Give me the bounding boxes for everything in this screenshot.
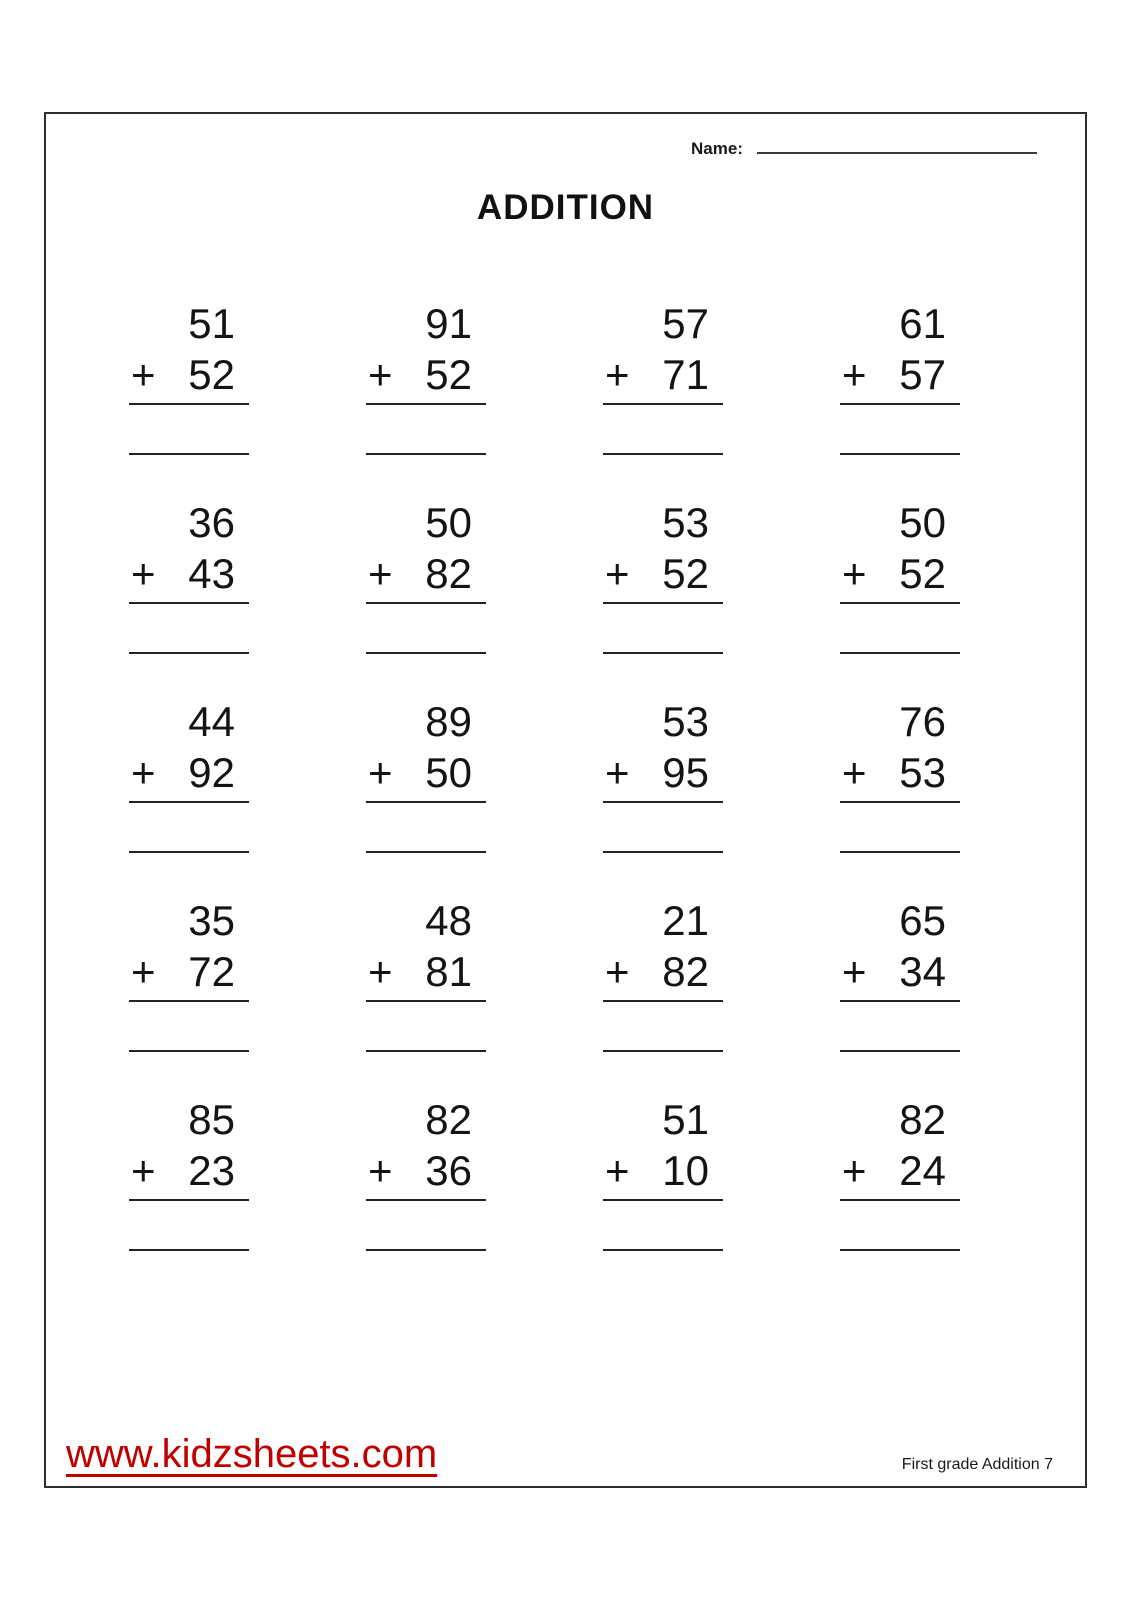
addition-problem-15: [603, 896, 723, 1052]
bottom-addend-row: [840, 946, 960, 1002]
bottom-addend-row: [603, 747, 723, 803]
bottom-addend-row: [366, 349, 486, 405]
answer-line: [603, 652, 723, 654]
bottom-addend: 50: [425, 749, 472, 796]
addition-problem-6: [366, 498, 486, 654]
answer-line: [366, 652, 486, 654]
bottom-addend: 72: [188, 948, 235, 995]
addition-problem-8: [840, 498, 960, 654]
bottom-addend: 52: [425, 351, 472, 398]
answer-line: [366, 1050, 486, 1052]
top-addend: 82: [899, 1096, 946, 1143]
problems-grid: [46, 299, 1085, 1251]
plus-operator: +: [131, 550, 156, 597]
bottom-addend: 92: [188, 749, 235, 796]
bottom-addend: 52: [188, 351, 235, 398]
addition-problem-2: [366, 299, 486, 455]
top-addend: 50: [425, 499, 472, 546]
top-addend: 91: [425, 300, 472, 347]
answer-line: [366, 453, 486, 455]
bottom-addend-row: [840, 349, 960, 405]
plus-operator: +: [131, 1147, 156, 1194]
addition-problem-10: [366, 697, 486, 853]
answer-line: [603, 1050, 723, 1052]
addition-problem-4: [840, 299, 960, 455]
answer-line: [840, 851, 960, 853]
top-addend: 44: [188, 698, 235, 745]
name-row: [46, 114, 1085, 161]
top-addend: 53: [662, 698, 709, 745]
bottom-addend: 57: [899, 351, 946, 398]
bottom-addend: 53: [899, 749, 946, 796]
bottom-addend-row: [603, 548, 723, 604]
bottom-addend-row: [840, 1145, 960, 1201]
plus-operator: +: [368, 1147, 393, 1194]
top-addend: 57: [662, 300, 709, 347]
answer-line: [129, 652, 249, 654]
plus-operator: +: [842, 948, 867, 995]
bottom-addend: 52: [899, 550, 946, 597]
plus-operator: +: [842, 550, 867, 597]
name-label: Name:: [691, 139, 743, 158]
bottom-addend: 24: [899, 1147, 946, 1194]
plus-operator: +: [842, 1147, 867, 1194]
answer-line: [129, 851, 249, 853]
plus-operator: +: [368, 550, 393, 597]
top-addend: 76: [899, 698, 946, 745]
top-addend: 51: [188, 300, 235, 347]
top-addend: 48: [425, 897, 472, 944]
addition-problem-11: [603, 697, 723, 853]
addition-problem-3: [603, 299, 723, 455]
name-fill-line: [757, 134, 1037, 154]
addition-problem-9: [129, 697, 249, 853]
bottom-addend: 95: [662, 749, 709, 796]
answer-line: [129, 453, 249, 455]
addition-problem-19: [603, 1095, 723, 1251]
top-addend: 36: [188, 499, 235, 546]
page-title: ADDITION: [476, 188, 655, 227]
addition-problem-20: [840, 1095, 960, 1251]
top-addend: 89: [425, 698, 472, 745]
top-addend: 50: [899, 499, 946, 546]
addition-problem-5: [129, 498, 249, 654]
answer-line: [603, 453, 723, 455]
answer-line: [840, 652, 960, 654]
answer-line: [603, 1249, 723, 1251]
addition-problem-1: [129, 299, 249, 455]
plus-operator: +: [605, 550, 630, 597]
answer-line: [366, 851, 486, 853]
top-addend: 35: [188, 897, 235, 944]
plus-operator: +: [131, 749, 156, 796]
bottom-addend-row: [603, 946, 723, 1002]
plus-operator: +: [842, 749, 867, 796]
bottom-addend-row: [366, 1145, 486, 1201]
answer-line: [129, 1249, 249, 1251]
top-addend: 21: [662, 897, 709, 944]
addition-problem-7: [603, 498, 723, 654]
top-addend: 51: [662, 1096, 709, 1143]
plus-operator: +: [368, 749, 393, 796]
plus-operator: +: [605, 948, 630, 995]
bottom-addend-row: [603, 349, 723, 405]
plus-operator: +: [605, 1147, 630, 1194]
bottom-addend: 10: [662, 1147, 709, 1194]
bottom-addend-row: [129, 946, 249, 1002]
top-addend: 82: [425, 1096, 472, 1143]
bottom-addend-row: [129, 548, 249, 604]
addition-problem-17: [129, 1095, 249, 1251]
bottom-addend: 81: [425, 948, 472, 995]
addition-problem-16: [840, 896, 960, 1052]
bottom-addend-row: [366, 747, 486, 803]
bottom-addend-row: [366, 548, 486, 604]
answer-line: [366, 1249, 486, 1251]
answer-line: [840, 1050, 960, 1052]
plus-operator: +: [131, 351, 156, 398]
answer-line: [840, 453, 960, 455]
addition-problem-14: [366, 896, 486, 1052]
plus-operator: +: [605, 749, 630, 796]
bottom-addend: 43: [188, 550, 235, 597]
website-link[interactable]: www.kidzsheets.com: [66, 1432, 438, 1476]
top-addend: 65: [899, 897, 946, 944]
bottom-addend-row: [129, 1145, 249, 1201]
addition-problem-18: [366, 1095, 486, 1251]
top-addend: 53: [662, 499, 709, 546]
bottom-addend: 82: [425, 550, 472, 597]
bottom-addend-row: [366, 946, 486, 1002]
answer-line: [129, 1050, 249, 1052]
worksheet-number-label: First grade Addition 7: [901, 1456, 1053, 1473]
bottom-addend: 52: [662, 550, 709, 597]
bottom-addend: 23: [188, 1147, 235, 1194]
bottom-addend: 34: [899, 948, 946, 995]
bottom-addend: 82: [662, 948, 709, 995]
plus-operator: +: [842, 351, 867, 398]
bottom-addend-row: [603, 1145, 723, 1201]
bottom-addend: 71: [662, 351, 709, 398]
answer-line: [603, 851, 723, 853]
bottom-addend-row: [129, 349, 249, 405]
bottom-addend-row: [129, 747, 249, 803]
top-addend: 85: [188, 1096, 235, 1143]
plus-operator: +: [368, 948, 393, 995]
plus-operator: +: [605, 351, 630, 398]
answer-line: [840, 1249, 960, 1251]
top-addend: 61: [899, 300, 946, 347]
plus-operator: +: [131, 948, 156, 995]
addition-problem-12: [840, 697, 960, 853]
bottom-addend-row: [840, 548, 960, 604]
plus-operator: +: [368, 351, 393, 398]
page-footer: [46, 1428, 1085, 1480]
worksheet-page: [44, 112, 1087, 1488]
bottom-addend-row: [840, 747, 960, 803]
addition-problem-13: [129, 896, 249, 1052]
bottom-addend: 36: [425, 1147, 472, 1194]
